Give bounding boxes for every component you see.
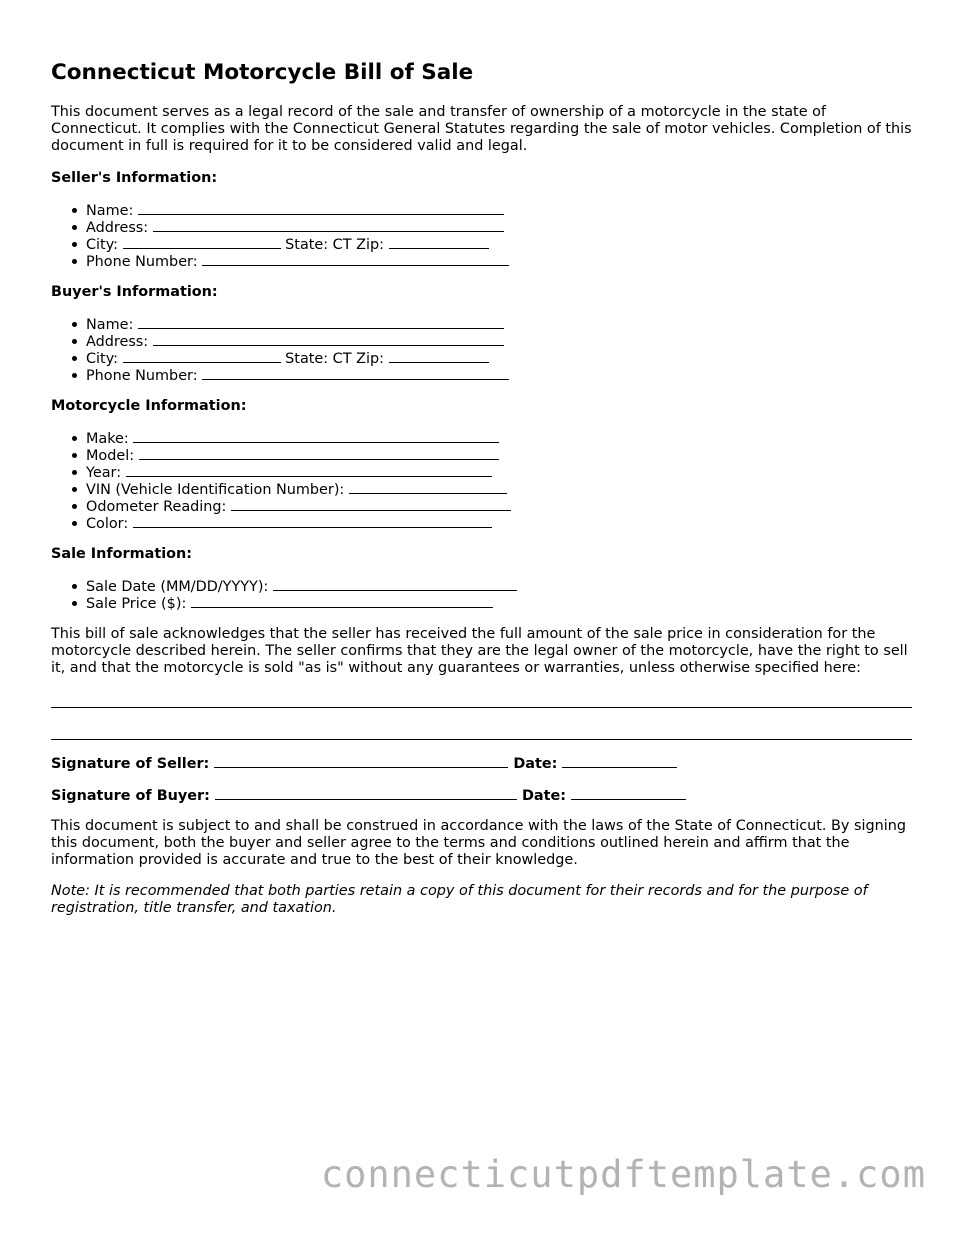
- buyer-city-field[interactable]: [123, 349, 281, 363]
- sale-date-label: Sale Date (MM/DD/YYYY):: [86, 579, 269, 595]
- year-field[interactable]: [126, 463, 492, 477]
- list-item: [86, 315, 913, 332]
- seller-signature-label: Signature of Seller:: [51, 756, 210, 772]
- list-item: [86, 480, 913, 497]
- watermark: connecticutpdftemplate.com: [320, 1153, 926, 1196]
- list-item: [86, 429, 913, 446]
- list-item: [86, 349, 913, 366]
- seller-date-label: Date:: [513, 756, 558, 772]
- seller-signature-field[interactable]: [214, 755, 508, 768]
- list-item: [86, 594, 913, 611]
- sale-price-field[interactable]: [191, 594, 493, 608]
- sale-price-label: Sale Price ($):: [86, 596, 187, 612]
- vin-label: VIN (Vehicle Identification Number):: [86, 482, 345, 498]
- buyer-date-label: Date:: [521, 788, 567, 804]
- list-item: [86, 497, 913, 514]
- list-item: [86, 463, 913, 480]
- list-item: [86, 514, 913, 531]
- seller-phone-field[interactable]: [202, 252, 509, 266]
- list-item: [86, 446, 913, 463]
- buyer-state-label: State: CT: [285, 351, 352, 367]
- motorcycle-fields: [51, 429, 913, 531]
- seller-zip-field[interactable]: [389, 235, 489, 249]
- specification-line-2[interactable]: [51, 739, 912, 740]
- buyer-zip-field[interactable]: [389, 349, 489, 363]
- sale-date-field[interactable]: [273, 577, 517, 591]
- buyer-heading: Buyer's Information:: [51, 284, 218, 300]
- list-item: [86, 201, 913, 218]
- sale-fields: [51, 577, 913, 611]
- list-item: [86, 252, 913, 269]
- seller-signature-row: [51, 755, 913, 772]
- list-item: [86, 366, 913, 383]
- buyer-date-field[interactable]: [571, 787, 686, 800]
- seller-city-field[interactable]: [123, 235, 281, 249]
- buyer-address-label: Address:: [86, 334, 149, 350]
- buyer-phone-label: Phone Number:: [86, 368, 198, 384]
- odometer-label: Odometer Reading:: [86, 499, 227, 515]
- seller-name-label: Name:: [86, 203, 134, 219]
- acknowledgment-paragraph: This bill of sale acknowledges that the seller has received the full amount of the sale price in consideration for the motorcycle described herein. The seller confirms that they are the legal owner of the motorcycle, have the right to sell it, and that the motorcycle is sold "as is" without any guarantees or warranties, unless otherwise specified here:: [51, 626, 908, 676]
- make-field[interactable]: [133, 429, 499, 443]
- odometer-field[interactable]: [231, 497, 511, 511]
- model-label: Model:: [86, 448, 135, 464]
- buyer-address-field[interactable]: [153, 332, 504, 346]
- seller-zip-label: Zip:: [356, 237, 384, 253]
- buyer-city-label: City:: [86, 351, 119, 367]
- color-field[interactable]: [133, 514, 492, 528]
- year-label: Year:: [86, 465, 122, 481]
- motorcycle-heading: Motorcycle Information:: [51, 398, 247, 414]
- document: [51, 60, 913, 917]
- closing-paragraph: This document is subject to and shall be construed in accordance with the laws of the State of Connecticut. By signing this document, both the buyer and seller agree to the terms and conditions outlined herein and affirm that the information provided is accurate and true to the best of their knowledge.: [51, 818, 906, 868]
- make-label: Make:: [86, 431, 129, 447]
- buyer-name-field[interactable]: [138, 315, 504, 329]
- seller-date-field[interactable]: [562, 755, 677, 768]
- seller-heading: Seller's Information:: [51, 170, 218, 186]
- seller-city-label: City:: [86, 237, 119, 253]
- seller-fields: [51, 201, 913, 269]
- intro-paragraph: This document serves as a legal record of the sale and transfer of ownership of a motorcycle in the state of Connecticut. It complies with the Connecticut General Statutes regarding the sale of motor vehicles. Completion of this document in full is required for it to be considered valid and legal.: [51, 104, 912, 154]
- vin-field[interactable]: [349, 480, 507, 494]
- list-item: [86, 235, 913, 252]
- buyer-phone-field[interactable]: [202, 366, 509, 380]
- seller-phone-label: Phone Number:: [86, 254, 198, 270]
- list-item: [86, 218, 913, 235]
- buyer-signature-label: Signature of Buyer:: [51, 788, 210, 804]
- buyer-signature-row: [51, 787, 913, 804]
- buyer-zip-label: Zip:: [356, 351, 384, 367]
- note-paragraph: Note: It is recommended that both parties retain a copy of this document for their records and for the purpose of registration, title transfer, and taxation.: [51, 883, 868, 916]
- seller-state-label: State: CT: [285, 237, 352, 253]
- list-item: [86, 332, 913, 349]
- model-field[interactable]: [139, 446, 499, 460]
- buyer-signature-field[interactable]: [215, 787, 517, 800]
- buyer-name-label: Name:: [86, 317, 134, 333]
- buyer-fields: [51, 315, 913, 383]
- seller-address-field[interactable]: [153, 218, 504, 232]
- specification-line-1[interactable]: [51, 707, 912, 708]
- sale-heading: Sale Information:: [51, 546, 193, 562]
- color-label: Color:: [86, 516, 129, 532]
- seller-address-label: Address:: [86, 220, 149, 236]
- list-item: [86, 577, 913, 594]
- seller-name-field[interactable]: [138, 201, 504, 215]
- page-title: Connecticut Motorcycle Bill of Sale: [51, 60, 474, 85]
